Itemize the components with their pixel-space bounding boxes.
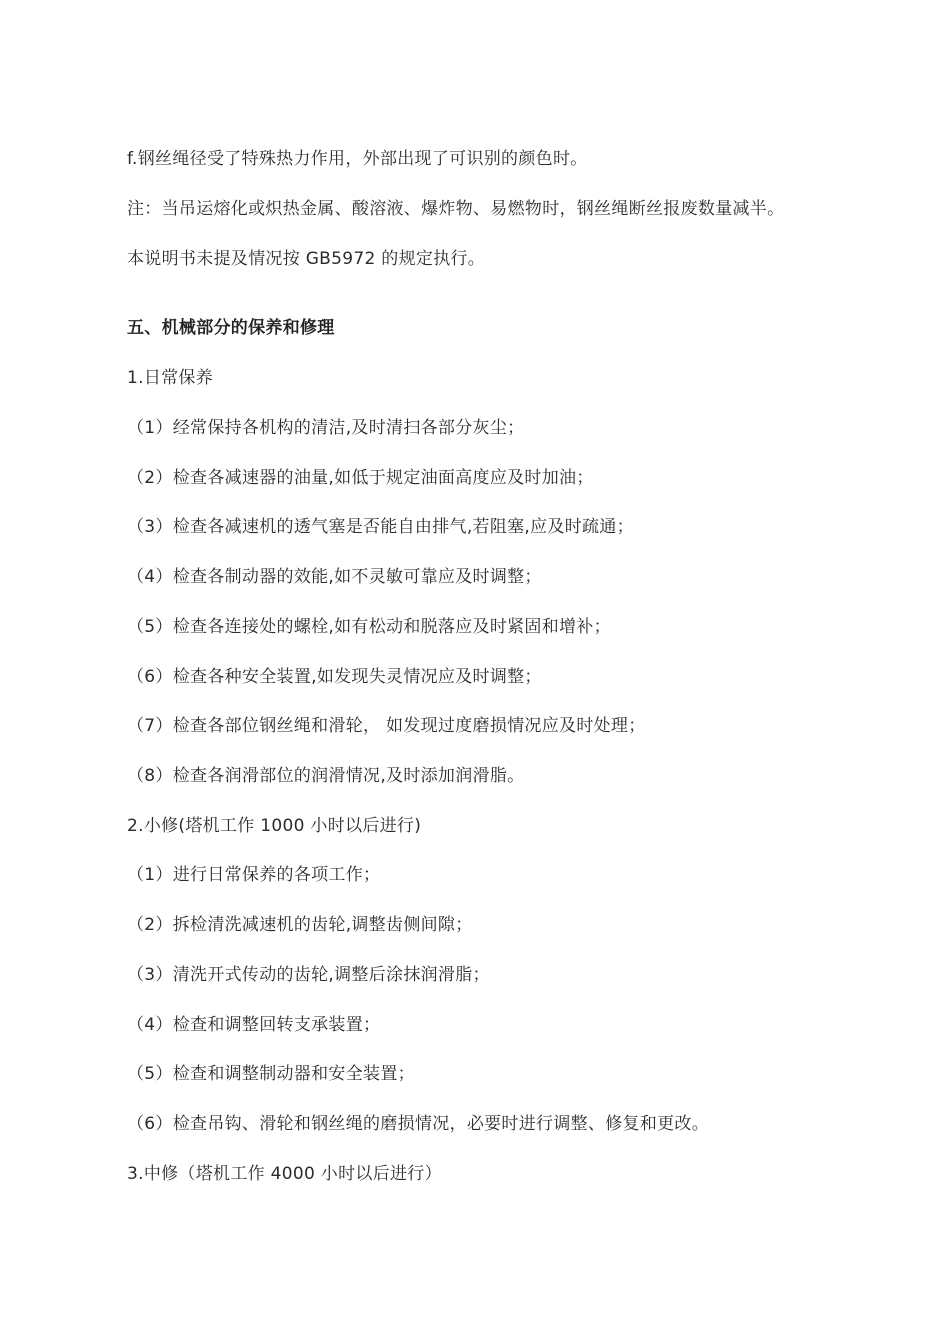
daily-item-8: （8）检查各润滑部位的润滑情况,及时添加润滑脂。: [127, 766, 525, 786]
section-heading: 五、机械部分的保养和修理: [127, 318, 335, 338]
daily-item-1: （1）经常保持各机构的清洁,及时清扫各部分灰尘；: [127, 418, 525, 438]
minor-item-6: （6）检查吊钩、滑轮和钢丝绳的磨损情况，必要时进行调整、修复和更改。: [127, 1114, 710, 1134]
minor-item-5: （5）检查和调整制动器和安全装置；: [127, 1064, 415, 1084]
subsection-daily-title: 1.日常保养: [127, 368, 214, 388]
paragraph-reference: 本说明书未提及情况按 GB5972 的规定执行。: [127, 249, 486, 269]
paragraph-note: 注：当吊运熔化或炽热金属、酸溶液、爆炸物、易燃物时，钢丝绳断丝报废数量减半。: [127, 199, 785, 219]
daily-item-5: （5）检查各连接处的螺栓,如有松动和脱落应及时紧固和增补；: [127, 617, 611, 637]
minor-item-2: （2）拆检清洗减速机的齿轮,调整齿侧间隙；: [127, 915, 473, 935]
daily-item-6: （6）检查各种安全装置,如发现失灵情况应及时调整；: [127, 667, 542, 687]
minor-item-1: （1）进行日常保养的各项工作；: [127, 865, 381, 885]
paragraph-line-f: f.钢丝绳径受了特殊热力作用，外部出现了可识别的颜色时。: [127, 149, 588, 169]
subsection-medium-title: 3.中修（塔机工作 4000 小时以后进行）: [127, 1164, 442, 1184]
daily-item-2: （2）检查各减速器的油量,如低于规定油面高度应及时加油；: [127, 468, 594, 488]
daily-item-4: （4）检查各制动器的效能,如不灵敏可靠应及时调整；: [127, 567, 542, 587]
daily-item-3: （3）检查各减速机的透气塞是否能自由排气,若阻塞,应及时疏通；: [127, 517, 634, 537]
subsection-minor-title: 2.小修(塔机工作 1000 小时以后进行): [127, 816, 422, 836]
minor-item-4: （4）检查和调整回转支承装置；: [127, 1015, 381, 1035]
daily-item-7: （7）检查各部位钢丝绳和滑轮， 如发现过度磨损情况应及时处理；: [127, 716, 646, 736]
minor-item-3: （3）清洗开式传动的齿轮,调整后涂抹润滑脂；: [127, 965, 490, 985]
